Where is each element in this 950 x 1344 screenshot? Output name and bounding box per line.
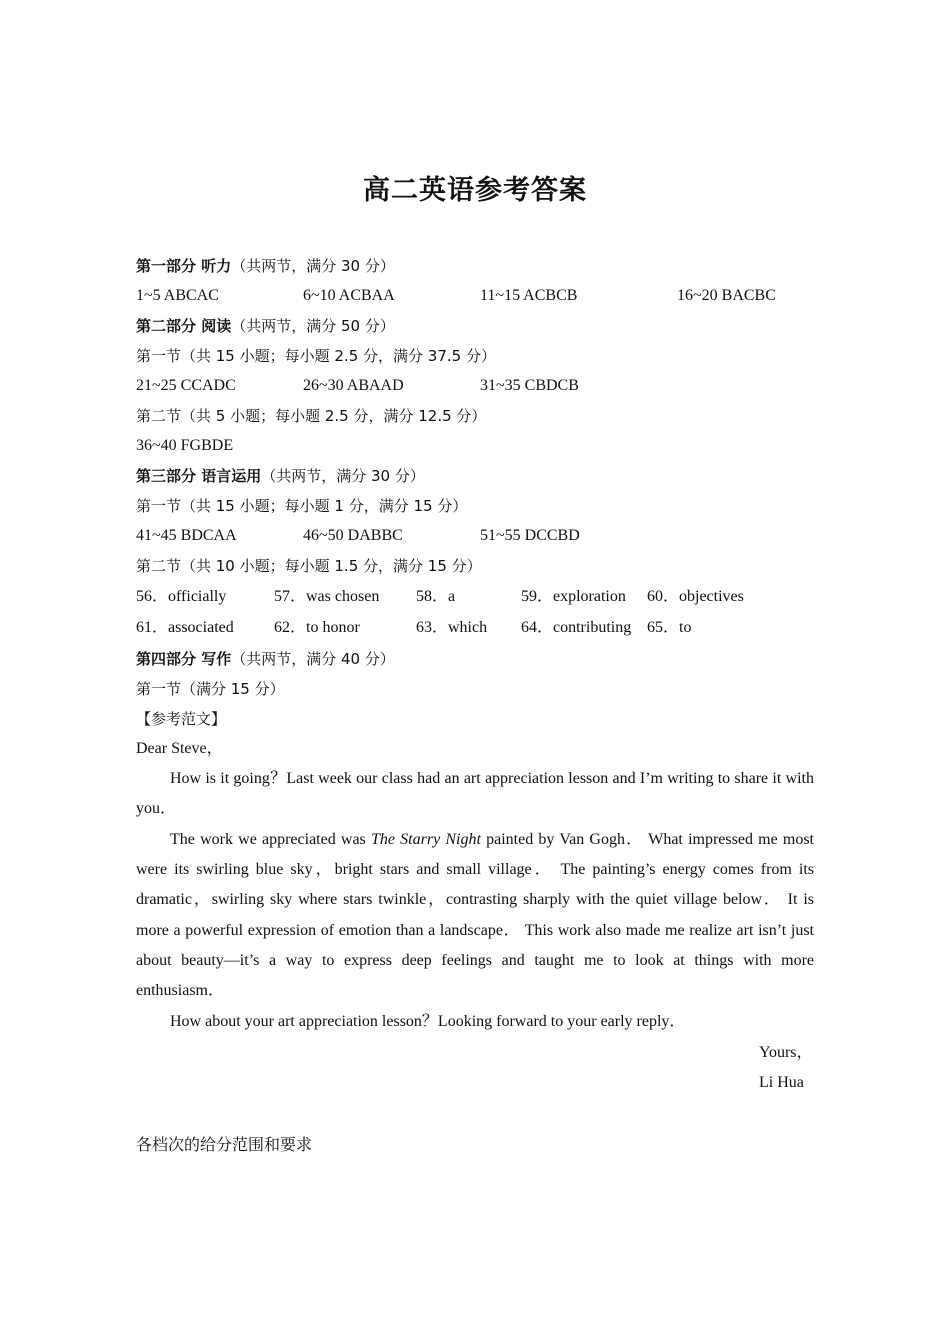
part3-heading-line	[136, 466, 425, 487]
fill-answer: 56．officially	[136, 588, 227, 605]
part2-section2: 第二节（共 5 小题；每小题 2.5 分，满分 12.5 分）	[136, 407, 487, 425]
part1-heading: 第一部分 听力	[136, 257, 232, 275]
answer-group: 26~30 ABAAD	[303, 377, 404, 394]
part4-heading: 第四部分 写作	[136, 650, 232, 668]
fill-answer: 60．objectives	[647, 588, 744, 605]
part4-heading-line	[136, 649, 395, 670]
fill-answer: 64．contributing	[521, 619, 632, 636]
part4-section1: 第一节（满分 15 分）	[136, 680, 285, 698]
answer-group: 11~15 ACBCB	[480, 287, 578, 304]
part4-note: （共两节，满分 40 分）	[231, 650, 395, 668]
part2-heading-line	[136, 316, 395, 337]
answer-group: 41~45 BDCAA	[136, 527, 237, 544]
scoring-criteria-heading: 各档次的给分范围和要求	[136, 1135, 313, 1154]
part2-note: （共两节，满分 50 分）	[231, 317, 395, 335]
paragraph-text: painted by Van Gogh． What impressed me most were its swirling blue sky，bright stars and small village． The painting’s energy comes from its dramatic，swirling sky where stars twinkle，contrasting sharply with the quiet village below． It is more a powerful expression of emotion than a landscape． This work also made me realize art isn’t just about beauty—it’s a way to express deep feelings and taught me to look at things with more enthusiasm．	[136, 831, 814, 1000]
answer-group: 46~50 DABBC	[303, 527, 403, 544]
answer-group: 31~35 CBDCB	[480, 377, 579, 394]
answer-group: 51~55 DCCBD	[480, 527, 580, 544]
part3-note: （共两节，满分 30 分）	[261, 467, 425, 485]
fill-answer: 58．a	[416, 588, 456, 605]
letter-salutation: Dear Steve，	[136, 740, 223, 757]
answer-group: 21~25 CCADC	[136, 377, 236, 394]
fill-answer: 61．associated	[136, 619, 234, 636]
letter-paragraph-1: How is it going？Last week our class had an art appreciation lesson and I’m writing to share it with you．	[136, 770, 814, 818]
part1-note: （共两节，满分 30 分）	[231, 257, 395, 275]
letter-paragraph-3: How about your art appreciation lesson？Looking forward to your early reply．	[170, 1013, 686, 1030]
fill-answer: 59．exploration	[521, 588, 626, 605]
letter-closing: Yours，	[759, 1044, 813, 1061]
fill-answer: 63．which	[416, 619, 488, 636]
paragraph-text: The work we appreciated was	[170, 831, 371, 848]
part2-heading: 第二部分 阅读	[136, 317, 232, 335]
part2-section1: 第一节（共 15 小题；每小题 2.5 分，满分 37.5 分）	[136, 347, 496, 365]
fill-answer: 57．was chosen	[274, 588, 380, 605]
part3-section2: 第二节（共 10 小题；每小题 1.5 分，满分 15 分）	[136, 557, 482, 575]
part3-heading: 第三部分 语言运用	[136, 467, 262, 485]
part3-section1: 第一节（共 15 小题；每小题 1 分，满分 15 分）	[136, 497, 468, 515]
sample-essay-label: 【参考范文】	[136, 710, 227, 728]
answer-group: 36~40 FGBDE	[136, 437, 234, 454]
artwork-title: The Starry Night	[370, 831, 481, 848]
answer-group: 6~10 ACBAA	[303, 287, 395, 304]
part1-heading-line	[136, 256, 395, 277]
answer-group: 16~20 BACBC	[677, 287, 776, 304]
fill-answer: 62．to honor	[274, 619, 360, 636]
letter-signature: Li Hua	[759, 1074, 804, 1091]
fill-answer: 65．to	[647, 619, 692, 636]
answer-group: 1~5 ABCAC	[136, 287, 219, 304]
letter-paragraph-2	[136, 825, 814, 1006]
page-title: 高二英语参考答案	[363, 175, 587, 206]
